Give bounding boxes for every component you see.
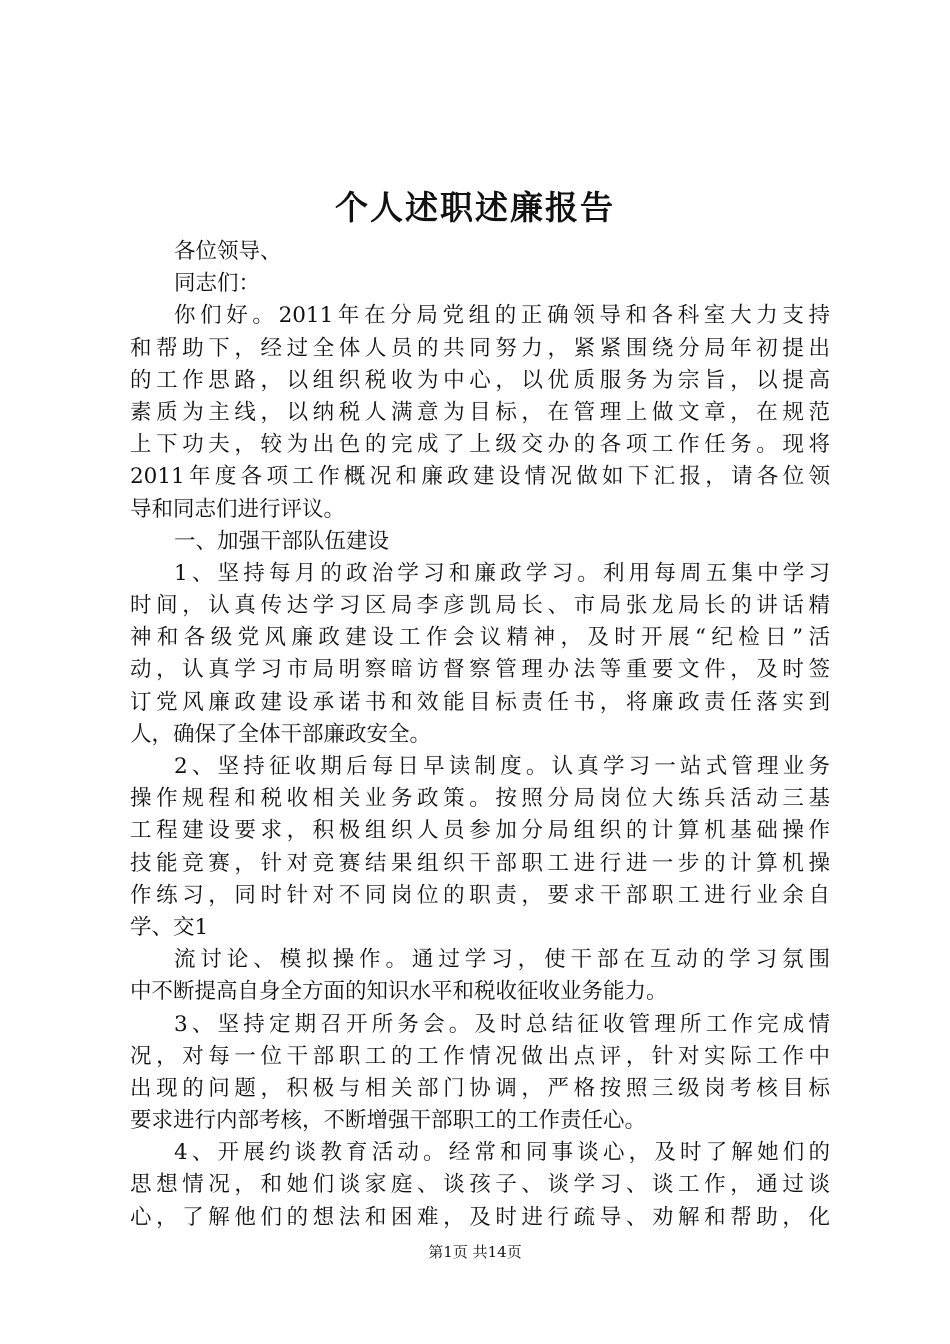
- text-line: 工程建设要求，积极组织人员参加分局组织的计算机基础操作: [130, 818, 830, 844]
- text-line: 中不断提高自身全方面的知识水平和税收征收业务能力。: [130, 979, 668, 1005]
- text-line: 的工作思路，以组织税收为中心，以优质服务为宗旨，以提高: [130, 367, 830, 393]
- text-line: 1、坚持每月的政治学习和廉政学习。利用每周五集中学习: [174, 560, 830, 586]
- text-line: 各位领导、: [174, 239, 282, 264]
- text-line: 人，确保了全体干部廉政安全。: [130, 721, 432, 747]
- text-line: 上下功夫，较为出色的完成了上级交办的各项工作任务。现将: [130, 432, 830, 458]
- text-line: 况，对每一位干部职工的工作情况做出点评，针对实际工作中: [130, 1043, 830, 1069]
- text-line: 导和同志们进行评议。: [130, 496, 346, 522]
- document-title: 个人述职述廉报告: [335, 188, 615, 227]
- text-line: 操作规程和税收相关业务政策。按照分局岗位大练兵活动三基: [130, 786, 830, 812]
- text-line: 2、坚持征收期后每日早读制度。认真学习一站式管理业务: [174, 754, 830, 779]
- document-body: [130, 236, 830, 1234]
- text-line: 要求进行内部考核，不断增强干部职工的工作责任心。: [130, 1108, 647, 1134]
- text-line: 你们好。2011年在分局党组的正确领导和各科室大力支持: [174, 303, 830, 329]
- text-line: 一、加强干部队伍建设: [174, 528, 390, 554]
- text-line: 时间，认真传达学习区局李彦凯局长、市局张龙局长的讲话精: [130, 593, 830, 619]
- text-line: 4、开展约谈教育活动。经常和同事谈心，及时了解她们的: [174, 1140, 830, 1166]
- text-line: 技能竞赛，针对竞赛结果组织干部职工进行进一步的计算机操: [130, 850, 830, 876]
- text-line: 订党风廉政建设承诺书和效能目标责任书，将廉政责任落实到: [130, 689, 830, 715]
- text-line: 素质为主线，以纳税人满意为目标，在管理上做文章，在规范: [130, 399, 830, 425]
- text-line: 动，认真学习市局明察暗访督察管理办法等重要文件，及时签: [130, 657, 830, 683]
- text-line: 思想情况，和她们谈家庭、谈孩子、谈学习、谈工作，通过谈: [130, 1172, 830, 1198]
- text-line: 学、交1: [130, 914, 209, 940]
- text-line: 出现的问题，积极与相关部门协调，严格按照三级岗考核目标: [130, 1075, 830, 1101]
- text-line: 流讨论、模拟操作。通过学习，使干部在互动的学习氛围: [174, 947, 830, 973]
- text-line: 神和各级党风廉政建设工作会议精神，及时开展“纪检日”活: [130, 625, 830, 651]
- text-line: 和帮助下，经过全体人员的共同努力，紧紧围绕分局年初提出: [130, 335, 830, 361]
- text-line: 作练习，同时针对不同岗位的职责，要求干部职工进行业余自: [130, 882, 830, 908]
- text-line: 心，了解他们的想法和困难，及时进行疏导、劝解和帮助，化: [130, 1204, 830, 1230]
- text-line: 3、坚持定期召开所务会。及时总结征收管理所工作完成情: [174, 1011, 830, 1037]
- page-footer: 第1页 共14页: [428, 1243, 522, 1261]
- text-line: 同志们：: [174, 271, 261, 297]
- text-line: 2011年度各项工作概况和廉政建设情况做如下汇报，请各位领: [130, 464, 830, 490]
